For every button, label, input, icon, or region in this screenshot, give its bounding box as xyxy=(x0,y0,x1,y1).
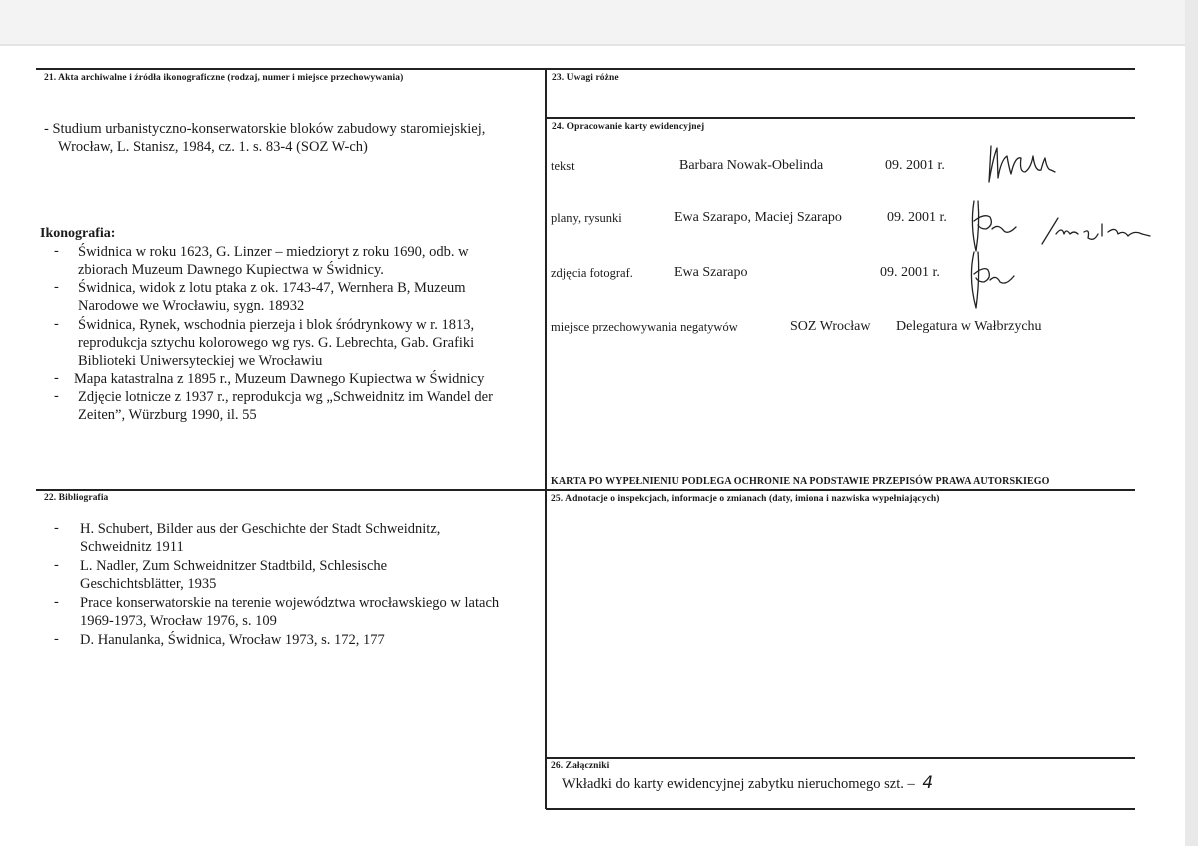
row-label-zdjecia: zdjęcia fotograf. xyxy=(551,266,633,280)
section25-title: 25. Adnotacje o inspekcjach, informacje o zmianach (daty, imiona i nazwiska wypełniających) xyxy=(551,494,940,504)
list-dash: - xyxy=(54,594,59,610)
row-label-tekst: tekst xyxy=(551,159,575,173)
list-dash: - xyxy=(54,243,59,259)
paper-right-edge xyxy=(1185,0,1198,846)
list-dash: - xyxy=(54,316,59,332)
bibliography-item: Prace konserwatorskie na terenie województwa wrocławskiego w latach 1969-1973, Wrocław 1976, s. 109 xyxy=(80,595,500,629)
iconography-heading: Ikonografia: xyxy=(40,226,116,241)
list-dash: - xyxy=(54,631,59,647)
section24-title: 24. Opracowanie karty ewidencyjnej xyxy=(552,122,705,132)
column-divider xyxy=(545,68,547,809)
row-name-tekst: Barbara Nowak-Obelinda xyxy=(679,158,824,173)
section21-title: 21. Akta archiwalne i źródła ikonograficzne (rodzaj, numer i miejsce przechowywania) xyxy=(44,73,404,83)
section23-title: 23. Uwagi różne xyxy=(552,73,619,83)
iconography-item: Świdnica, widok z lotu ptaka z ok. 1743-47, Wernhera B, Muzeum Narodowe we Wrocławiu, sygn. 18932 xyxy=(78,280,466,314)
section22-title: 22. Bibliografia xyxy=(44,493,109,503)
list-dash: - xyxy=(54,520,59,536)
negatives-org: SOZ Wrocław xyxy=(790,319,871,334)
iconography-item: Świdnica, Rynek, wschodnia pierzeja i blok śródrynkowy w r. 1813, reprodukcja sztychu kolorowego wg rys. G. Lebrechta, Gab. Grafiki Biblioteki Uniwersyteckiej we Wrocławiu xyxy=(78,317,475,369)
signature-tekst xyxy=(985,138,1075,188)
bibliography-item: D. Hanulanka, Świdnica, Wrocław 1973, s. 172, 177 xyxy=(80,632,385,648)
list-dash: - xyxy=(54,557,59,573)
section24-rule xyxy=(546,117,1135,119)
bibliography-item: L. Nadler, Zum Schweidnitzer Stadtbild, Schlesische Geschichtsblätter, 1935 xyxy=(80,558,388,592)
archive-line: - Studium urbanistyczno-konserwatorskie bloków zabudowy staromiejskiej, xyxy=(44,121,486,137)
row-name-plany: Ewa Szarapo, Maciej Szarapo xyxy=(674,210,842,225)
negatives-branch: Delegatura w Wałbrzychu xyxy=(896,319,1042,334)
iconography-item: Świdnica w roku 1623, G. Linzer – miedzioryt z roku 1690, odb. w zbiorach Muzeum Dawnego Kupiectwa w Świdnicy. xyxy=(78,244,469,278)
attachments-count: 4 xyxy=(922,773,934,793)
iconography-item: Mapa katastralna z 1895 r., Muzeum Dawnego Kupiectwa w Świdnicy xyxy=(74,371,485,387)
archive-line: Wrocław, L. Stanisz, 1984, cz. 1. s. 83-4 (SOZ W-ch) xyxy=(58,139,368,155)
bibliography-item: H. Schubert, Bilder aus der Geschichte der Stadt Schweidnitz, Schweidnitz 1911 xyxy=(80,521,441,555)
row-date-zdjecia: 09. 2001 r. xyxy=(880,265,940,280)
row-name-zdjecia: Ewa Szarapo xyxy=(674,265,748,280)
signature-plany-1 xyxy=(960,195,1020,255)
row-date-plany: 09. 2001 r. xyxy=(887,210,947,225)
list-dash: - xyxy=(54,279,59,295)
copyright-notice: KARTA PO WYPEŁNIENIU PODLEGA OCHRONIE NA PODSTAWIE PRZEPISÓW PRAWA AUTORSKIEGO xyxy=(551,476,1050,487)
negatives-label: miejsce przechowywania negatywów xyxy=(551,320,738,334)
row-label-plany: plany, rysunki xyxy=(551,211,622,225)
archive-item xyxy=(44,120,539,156)
bottom-rule xyxy=(546,808,1135,810)
list-dash: - xyxy=(54,370,59,386)
signature-plany-2 xyxy=(1038,212,1158,252)
section26-title: 26. Załączniki xyxy=(551,761,610,771)
list-dash: - xyxy=(54,388,59,404)
attachments-label: Wkładki do karty ewidencyjnej zabytku nieruchomego szt. – xyxy=(562,776,915,792)
attachments-text xyxy=(562,774,933,793)
iconography-item: Zdjęcie lotnicze z 1937 r., reprodukcja wg „Schweidnitz im Wandel der Zeiten”, Würzburg 1990, il. 55 xyxy=(78,389,493,423)
paper-top-edge xyxy=(0,44,1198,46)
middle-rule xyxy=(36,489,1135,491)
row-date-tekst: 09. 2001 r. xyxy=(885,158,945,173)
top-rule xyxy=(36,68,1135,70)
signature-zdjecia xyxy=(958,248,1018,312)
section26-rule xyxy=(546,757,1135,759)
